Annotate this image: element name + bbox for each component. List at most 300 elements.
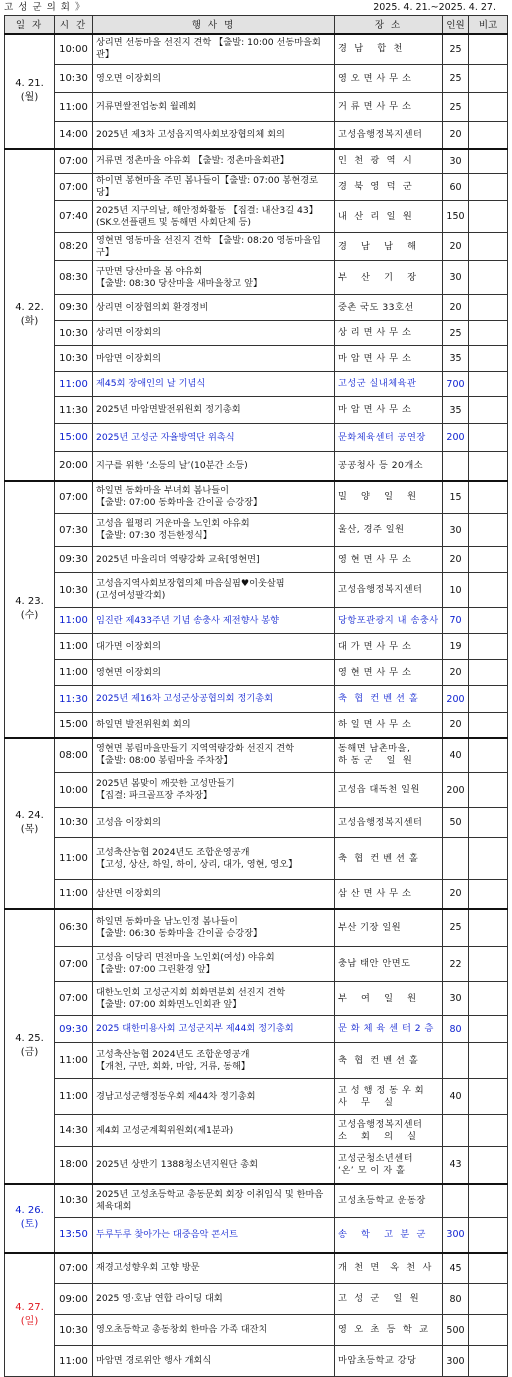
time-cell: 07:30 [55, 514, 93, 547]
place-cell [335, 321, 443, 346]
table-row [5, 201, 508, 233]
count-cell: 300 [443, 1218, 469, 1253]
place-cell [335, 660, 443, 686]
note-cell [469, 122, 508, 149]
event-line: 2025년 마암면발전위원회 정기총회 [96, 404, 241, 415]
event-line: 【출발: 07:00 그린환경 앞】 [96, 964, 215, 975]
place-line: 부산 기장 일원 [338, 921, 402, 933]
event-line: 2025년 지구의날, 해안정화활동 【집결: 내산3길 43】 [96, 204, 318, 216]
place-line: 축 협 컨 벤 션 홀 [338, 693, 419, 704]
note-cell [469, 233, 508, 261]
event-cell [93, 573, 335, 608]
table-row [5, 233, 508, 261]
note-cell [469, 686, 508, 713]
time-cell: 07:00 [55, 174, 93, 201]
event-cell [93, 174, 335, 201]
event-cell [93, 1284, 335, 1315]
time-cell: 20:00 [55, 452, 93, 481]
event-line: 삼산면 이장회의 [96, 887, 162, 899]
count-cell: 500 [443, 1315, 469, 1346]
count-cell: 43 [443, 1147, 469, 1184]
event-line: 하일면 발전위원회 회의 [96, 718, 191, 730]
event-line: 하일면 동화마을 남노인정 봄나들이 [96, 915, 238, 927]
event-line: 상리면 선동마을 선진지 견학 【출발: 10:00 선동마을회관】 [96, 37, 321, 61]
note-cell [469, 738, 508, 773]
event-line: 【출발: 07:30 정든한정식】 [96, 530, 212, 541]
place-line: 영 현 면 사 무 소 [338, 666, 412, 678]
event-cell [93, 634, 335, 660]
place-cell [335, 261, 443, 295]
event-cell [93, 346, 335, 372]
event-line: 【출발: 07:00 회화면노인회관 앞】 [96, 998, 242, 1010]
event-cell [93, 514, 335, 547]
header-row [5, 16, 508, 34]
note-cell [469, 947, 508, 982]
place-line: ‘온’ 모 이 자 홀 [338, 1164, 406, 1176]
event-cell [93, 424, 335, 452]
time-cell: 10:30 [55, 808, 93, 838]
time-cell: 13:50 [55, 1218, 93, 1253]
count-cell: 20 [443, 122, 469, 149]
event-line: 2025 영·호남 연합 라이딩 대회 [96, 1293, 223, 1304]
table-row [5, 397, 508, 424]
event-line: 하이면 봉현마을 주민 봄나들이【출발: 07:00 봉현경로당】 [96, 175, 318, 198]
event-line: 2025년 제3차 고성읍지역사회보장협의체 회의 [96, 128, 285, 140]
col-header-date: 일 자 [5, 16, 55, 34]
event-cell [93, 1079, 335, 1115]
date-range: 2025. 4. 21.~2025. 4. 27. [373, 2, 496, 13]
table-row [5, 634, 508, 660]
note-cell [469, 1079, 508, 1115]
place-line: 하 일 면 사 무 소 [338, 718, 412, 730]
time-cell: 09:00 [55, 1284, 93, 1315]
event-cell [93, 481, 335, 514]
date-label: 4. 24. [15, 810, 44, 821]
table-row [5, 1147, 508, 1184]
table-row [5, 346, 508, 372]
event-cell [93, 808, 335, 838]
place-cell [335, 295, 443, 321]
table-row [5, 1218, 508, 1253]
event-cell [93, 547, 335, 573]
place-cell [335, 838, 443, 880]
note-cell [469, 34, 508, 65]
count-cell: 200 [443, 686, 469, 713]
event-line: 2025년 상반기 1388청소년지원단 총회 [96, 1158, 259, 1170]
place-line: 당항포관광지 내 송충사 [338, 614, 439, 626]
count-cell: 80 [443, 1284, 469, 1315]
place-line: 경 남 남 해 [338, 240, 417, 252]
place-cell [335, 424, 443, 452]
date-cell [5, 738, 55, 909]
event-cell [93, 947, 335, 982]
place-line: 충남 태안 안면도 [338, 958, 411, 969]
table-row [5, 372, 508, 397]
event-line: 2025년 고성초등학교 총동문회 회장 이취임식 및 한마음 [96, 1188, 324, 1200]
time-cell: 15:00 [55, 713, 93, 738]
table-row [5, 321, 508, 346]
event-cell [93, 122, 335, 149]
weekday-label: (월) [20, 92, 39, 103]
place-line: 내 산 리 일 원 [338, 210, 413, 222]
note-cell [469, 838, 508, 880]
count-cell: 25 [443, 65, 469, 93]
place-cell [335, 1253, 443, 1284]
note-cell [469, 1184, 508, 1218]
place-line: 송 학 고 분 군 [338, 1228, 426, 1240]
event-line: 거류면쌀전업농회 월례회 [96, 101, 197, 112]
count-cell: 700 [443, 372, 469, 397]
col-header-place: 장 소 [335, 16, 443, 34]
event-line: 영현면 영동마을 선진지 견학 【출발: 08:20 영동마을입구】 [96, 234, 321, 258]
count-cell: 20 [443, 295, 469, 321]
date-label: 4. 25. [15, 1033, 44, 1044]
table-row [5, 909, 508, 947]
place-cell [335, 773, 443, 808]
count-cell: 70 [443, 608, 469, 634]
count-cell: 20 [443, 233, 469, 261]
place-line: 삼 산 면 사 무 소 [338, 887, 412, 899]
table-row [5, 880, 508, 909]
event-cell [93, 372, 335, 397]
place-line: 고성읍 대독천 일원 [338, 784, 420, 795]
schedule-body [5, 34, 508, 1377]
count-cell: 45 [443, 1253, 469, 1284]
count-cell: 15 [443, 481, 469, 514]
time-cell: 14:00 [55, 122, 93, 149]
place-line: 마 암 면 사 무 소 [338, 404, 412, 415]
event-cell [93, 1253, 335, 1284]
note-cell [469, 1115, 508, 1147]
time-cell: 11:00 [55, 93, 93, 122]
event-line: 【출발: 07:00 동화마을 간이골 승강장】 [96, 497, 263, 509]
table-row [5, 686, 508, 713]
time-cell: 11:30 [55, 397, 93, 424]
count-cell: 300 [443, 1346, 469, 1377]
count-cell: 40 [443, 1079, 469, 1115]
time-cell: 07:00 [55, 481, 93, 514]
count-cell [443, 1115, 469, 1147]
event-line: 고성읍지역사회보장협의체 마음실핌♥이웃살핌 [96, 578, 285, 589]
note-cell [469, 713, 508, 738]
place-line: 경 남 합 천 [338, 43, 403, 55]
weekday-label: (일) [20, 1315, 39, 1327]
count-cell: 10 [443, 573, 469, 608]
place-line: 인 천 광 역 시 [338, 155, 413, 167]
table-row [5, 773, 508, 808]
event-line: 대가면 이장회의 [96, 640, 162, 652]
place-line: 소 회 의 실 [338, 1130, 417, 1142]
place-cell [335, 1043, 443, 1079]
table-row [5, 34, 508, 65]
table-row [5, 514, 508, 547]
note-cell [469, 547, 508, 573]
col-header-note: 비고 [469, 16, 508, 34]
time-cell: 07:00 [55, 1253, 93, 1284]
event-cell [93, 1115, 335, 1147]
table-row [5, 174, 508, 201]
place-cell [335, 1218, 443, 1253]
time-cell: 10:30 [55, 65, 93, 93]
note-cell [469, 1346, 508, 1377]
count-cell [443, 452, 469, 481]
time-cell: 09:30 [55, 547, 93, 573]
event-line: 고성읍 이당리 면전마을 노인회(여성) 야유회 [96, 952, 275, 963]
place-cell [335, 608, 443, 634]
date-cell [5, 34, 55, 149]
time-cell: 11:00 [55, 634, 93, 660]
table-row [5, 93, 508, 122]
place-cell [335, 149, 443, 174]
event-line: 【집결: 파크골프장 주차장】 [96, 790, 213, 801]
date-label: 4. 21. [15, 78, 44, 89]
note-cell [469, 321, 508, 346]
col-header-event: 행 사 명 [93, 16, 335, 34]
date-label: 4. 23. [15, 596, 44, 607]
place-cell [335, 481, 443, 514]
place-cell [335, 713, 443, 738]
event-cell [93, 321, 335, 346]
note-cell [469, 1147, 508, 1184]
place-cell [335, 233, 443, 261]
note-cell [469, 909, 508, 947]
place-cell [335, 93, 443, 122]
weekday-label: (토) [20, 1219, 39, 1230]
col-header-count: 인원 [443, 16, 469, 34]
date-cell [5, 481, 55, 738]
event-line: 영현면 이장회의 [96, 666, 162, 678]
event-line: 2025 대한미용사회 고성군지부 제44회 정기총회 [96, 1023, 294, 1034]
count-cell: 30 [443, 149, 469, 174]
table-row [5, 1253, 508, 1284]
count-cell: 30 [443, 514, 469, 547]
date-cell [5, 149, 55, 481]
place-cell [335, 122, 443, 149]
place-cell [335, 1284, 443, 1315]
event-cell [93, 608, 335, 634]
event-cell [93, 909, 335, 947]
date-cell [5, 1253, 55, 1377]
event-line: 영현면 봉림마을만들기 지역역량강화 선진지 견학 [96, 743, 295, 755]
place-cell [335, 808, 443, 838]
count-cell: 20 [443, 713, 469, 738]
place-cell [335, 686, 443, 713]
time-cell: 10:30 [55, 1184, 93, 1218]
count-cell: 80 [443, 1016, 469, 1043]
time-cell: 11:30 [55, 686, 93, 713]
time-cell: 09:30 [55, 1016, 93, 1043]
table-row [5, 1346, 508, 1377]
place-cell [335, 573, 443, 608]
time-cell: 11:00 [55, 372, 93, 397]
place-cell [335, 201, 443, 233]
place-line: 중촌 국도 33호선 [338, 301, 414, 313]
event-line: 구만면 당산마을 봄 야유회 [96, 265, 203, 277]
time-cell: 10:30 [55, 321, 93, 346]
event-line: 대한노인회 고성군지회 회화면분회 선진지 견학 [96, 986, 286, 998]
place-cell [335, 1184, 443, 1218]
event-cell [93, 93, 335, 122]
place-line: 문화체육센터 공연장 [338, 431, 426, 443]
time-cell: 10:00 [55, 34, 93, 65]
place-line: 하 동 군 일 원 [338, 755, 413, 767]
table-row [5, 1016, 508, 1043]
table-row [5, 947, 508, 982]
place-line: 동해면 남촌마을, [338, 743, 411, 755]
note-cell [469, 424, 508, 452]
event-line: 제4회 고성군계획위원회(제1분과) [96, 1124, 234, 1136]
place-line: 고성읍행정복지센터 [338, 128, 423, 140]
place-line: 밀 양 일 원 [338, 491, 417, 503]
event-line: 임진란 제433주년 기념 송충사 제전향사 봉향 [96, 614, 280, 626]
event-cell [93, 713, 335, 738]
table-row [5, 1315, 508, 1346]
place-cell [335, 1346, 443, 1377]
date-label: 4. 27. [15, 1301, 44, 1313]
place-cell [335, 346, 443, 372]
count-cell: 40 [443, 738, 469, 773]
table-row [5, 452, 508, 481]
place-line: 사 무 실 [338, 1096, 394, 1108]
event-line: 경남고성군행정동우회 제44차 정기총회 [96, 1090, 256, 1102]
count-cell: 25 [443, 321, 469, 346]
col-header-time: 시 간 [55, 16, 93, 34]
event-line: 【출발: 06:30 동화마을 간이골 승강장】 [96, 927, 263, 939]
event-line: 마암면 경로위안 행사 개회식 [96, 1355, 212, 1366]
note-cell [469, 608, 508, 634]
event-line: 재경고성향우회 고향 방문 [96, 1262, 200, 1274]
place-cell [335, 1115, 443, 1147]
weekday-label: (화) [20, 315, 39, 327]
place-cell [335, 634, 443, 660]
count-cell [443, 838, 469, 880]
place-cell [335, 514, 443, 547]
place-line: 경 북 영 덕 군 [338, 181, 413, 192]
note-cell [469, 880, 508, 909]
event-cell [93, 1147, 335, 1184]
time-cell: 09:30 [55, 295, 93, 321]
place-cell [335, 738, 443, 773]
table-row [5, 838, 508, 880]
note-cell [469, 573, 508, 608]
event-cell [93, 686, 335, 713]
event-cell [93, 1346, 335, 1377]
event-line: 마암면 이장회의 [96, 352, 162, 364]
event-cell [93, 1184, 335, 1218]
event-line: 고성읍 월평리 거운마을 노인회 야유회 [96, 518, 250, 529]
note-cell [469, 808, 508, 838]
note-cell [469, 660, 508, 686]
time-cell: 10:30 [55, 1315, 93, 1346]
event-cell [93, 1218, 335, 1253]
schedule-table [4, 15, 508, 1377]
place-cell [335, 947, 443, 982]
time-cell: 07:00 [55, 947, 93, 982]
note-cell [469, 174, 508, 201]
place-line: 개 천 면 옥 천 사 [338, 1262, 432, 1274]
table-row [5, 1043, 508, 1079]
place-line: 대 가 면 사 무 소 [338, 640, 412, 652]
event-line: (고성여성팔각회) [96, 590, 166, 601]
count-cell: 35 [443, 397, 469, 424]
place-cell [335, 982, 443, 1016]
count-cell: 150 [443, 201, 469, 233]
note-cell [469, 1016, 508, 1043]
event-line: 【개천, 구만, 회화, 마암, 거류, 동해】 [96, 1060, 251, 1072]
note-cell [469, 372, 508, 397]
table-row [5, 1079, 508, 1115]
time-cell: 18:00 [55, 1147, 93, 1184]
count-cell: 20 [443, 880, 469, 909]
place-cell [335, 452, 443, 481]
time-cell: 10:00 [55, 773, 93, 808]
count-cell: 25 [443, 93, 469, 122]
time-cell: 07:00 [55, 149, 93, 174]
event-line: 영오면 이장회의 [96, 72, 162, 84]
event-cell [93, 1016, 335, 1043]
time-cell: 11:00 [55, 1346, 93, 1377]
count-cell: 200 [443, 424, 469, 452]
weekday-label: (금) [20, 1047, 39, 1058]
place-cell [335, 397, 443, 424]
event-line: 2025년 봄맞이 깨끗한 고성만들기 [96, 778, 235, 789]
place-line: 부 여 일 원 [338, 992, 417, 1004]
event-cell [93, 149, 335, 174]
table-row [5, 738, 508, 773]
time-cell: 10:30 [55, 573, 93, 608]
table-row [5, 713, 508, 738]
note-cell [469, 149, 508, 174]
event-cell [93, 261, 335, 295]
note-cell [469, 1284, 508, 1315]
place-line: 고성초등학교 운동장 [338, 1194, 426, 1206]
table-row [5, 1284, 508, 1315]
event-cell [93, 295, 335, 321]
date-cell [5, 909, 55, 1184]
event-cell [93, 880, 335, 909]
time-cell: 11:00 [55, 660, 93, 686]
place-cell [335, 547, 443, 573]
time-cell: 11:00 [55, 608, 93, 634]
note-cell [469, 65, 508, 93]
count-cell: 19 [443, 634, 469, 660]
event-line: 제45회 장애인의 날 기념식 [96, 378, 206, 389]
event-line: (SK오션플랜트 및 동해면 사회단체 등) [96, 216, 251, 228]
event-line: 지구를 위한 ‘소등의 날’(10분간 소등) [96, 459, 248, 471]
time-cell: 07:00 [55, 982, 93, 1016]
place-line: 고 성 군 일 원 [338, 1293, 420, 1304]
place-cell [335, 174, 443, 201]
place-line: 고성읍행정복지센터 [338, 816, 423, 828]
time-cell: 14:30 [55, 1115, 93, 1147]
place-cell [335, 34, 443, 65]
note-cell [469, 1315, 508, 1346]
count-cell: 20 [443, 660, 469, 686]
count-cell: 20 [443, 547, 469, 573]
event-cell [93, 65, 335, 93]
event-line: 【고성, 상산, 하일, 하이, 상리, 대가, 영현, 영오】 [96, 858, 298, 870]
count-cell: 50 [443, 808, 469, 838]
place-line: 축 협 컨 벤 션 홀 [338, 852, 419, 864]
event-cell [93, 982, 335, 1016]
weekday-label: (목) [20, 824, 39, 835]
time-cell: 11:00 [55, 838, 93, 880]
event-line: 상리면 이장회의 [96, 327, 162, 338]
note-cell [469, 481, 508, 514]
place-cell [335, 372, 443, 397]
time-cell: 08:20 [55, 233, 93, 261]
count-cell: 25 [443, 909, 469, 947]
